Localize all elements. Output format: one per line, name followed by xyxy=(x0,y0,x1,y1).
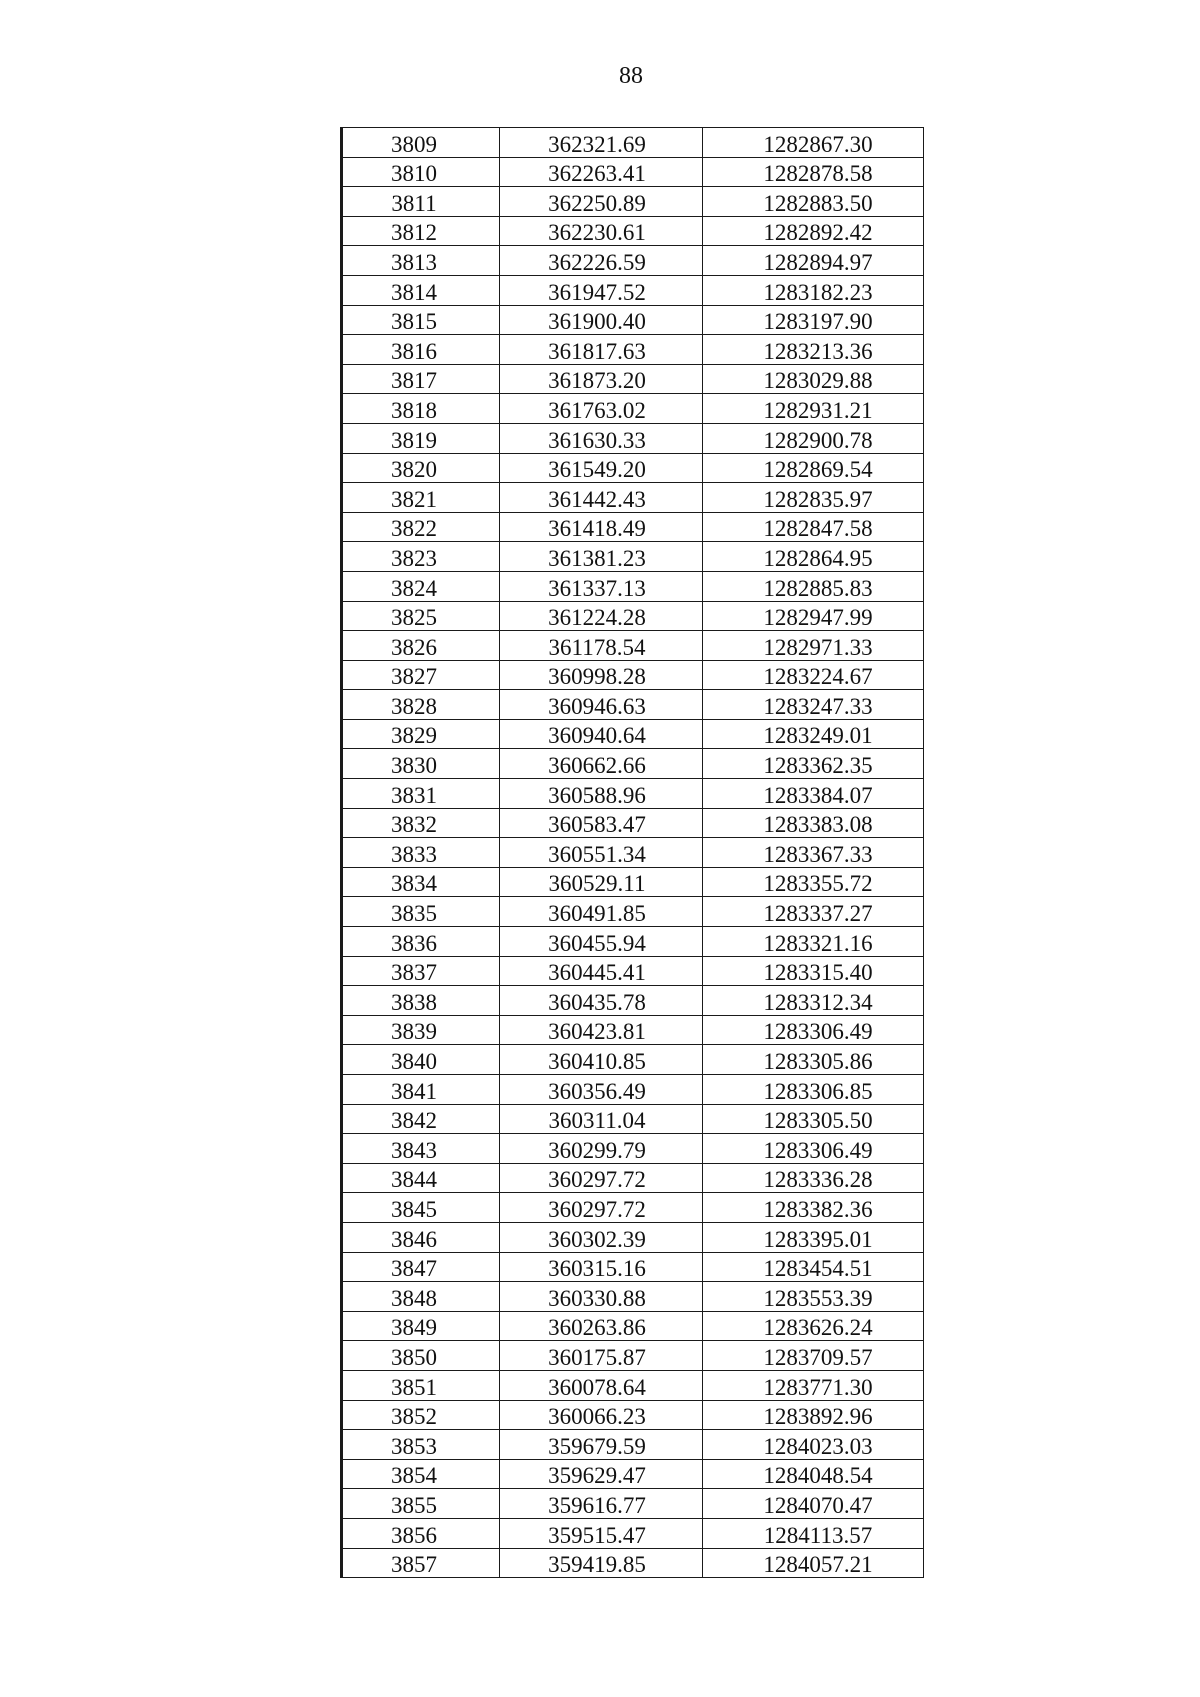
point-number-cell: 3831 xyxy=(342,779,500,809)
y-coordinate-cell: 1282835.97 xyxy=(703,483,924,513)
y-coordinate-cell: 1282947.99 xyxy=(703,601,924,631)
y-coordinate-cell: 1283213.36 xyxy=(703,335,924,365)
y-coordinate-cell: 1283306.49 xyxy=(703,1134,924,1164)
table-row xyxy=(342,512,924,542)
point-number-cell: 3827 xyxy=(342,660,500,690)
point-number-cell: 3844 xyxy=(342,1163,500,1193)
table-row xyxy=(342,867,924,897)
point-number-cell: 3830 xyxy=(342,749,500,779)
point-number-cell: 3819 xyxy=(342,423,500,453)
y-coordinate-cell: 1283892.96 xyxy=(703,1400,924,1430)
point-number-cell: 3839 xyxy=(342,1015,500,1045)
table-row xyxy=(342,631,924,661)
y-coordinate-cell: 1284023.03 xyxy=(703,1430,924,1460)
point-number-cell: 3837 xyxy=(342,956,500,986)
coordinates-table xyxy=(340,127,924,1578)
table-row xyxy=(342,956,924,986)
x-coordinate-cell: 362321.69 xyxy=(500,128,703,158)
y-coordinate-cell: 1283382.36 xyxy=(703,1193,924,1223)
table-row xyxy=(342,453,924,483)
point-number-cell: 3810 xyxy=(342,157,500,187)
y-coordinate-cell: 1283395.01 xyxy=(703,1222,924,1252)
point-number-cell: 3841 xyxy=(342,1075,500,1105)
point-number-cell: 3854 xyxy=(342,1459,500,1489)
point-number-cell: 3847 xyxy=(342,1252,500,1282)
y-coordinate-cell: 1283321.16 xyxy=(703,927,924,957)
table-row xyxy=(342,364,924,394)
x-coordinate-cell: 360330.88 xyxy=(500,1282,703,1312)
table-row xyxy=(342,1282,924,1312)
y-coordinate-cell: 1283305.86 xyxy=(703,1045,924,1075)
y-coordinate-cell: 1282885.83 xyxy=(703,571,924,601)
point-number-cell: 3809 xyxy=(342,128,500,158)
table-row xyxy=(342,1075,924,1105)
table-row xyxy=(342,216,924,246)
point-number-cell: 3826 xyxy=(342,631,500,661)
point-number-cell: 3840 xyxy=(342,1045,500,1075)
x-coordinate-cell: 360662.66 xyxy=(500,749,703,779)
table-row xyxy=(342,986,924,1016)
y-coordinate-cell: 1282971.33 xyxy=(703,631,924,661)
point-number-cell: 3829 xyxy=(342,719,500,749)
table-row xyxy=(342,394,924,424)
x-coordinate-cell: 360315.16 xyxy=(500,1252,703,1282)
point-number-cell: 3842 xyxy=(342,1104,500,1134)
point-number-cell: 3856 xyxy=(342,1518,500,1548)
table-row xyxy=(342,187,924,217)
point-number-cell: 3846 xyxy=(342,1222,500,1252)
table-row xyxy=(342,128,924,158)
y-coordinate-cell: 1282864.95 xyxy=(703,542,924,572)
x-coordinate-cell: 362230.61 xyxy=(500,216,703,246)
y-coordinate-cell: 1283315.40 xyxy=(703,956,924,986)
point-number-cell: 3838 xyxy=(342,986,500,1016)
table-row xyxy=(342,779,924,809)
x-coordinate-cell: 362263.41 xyxy=(500,157,703,187)
point-number-cell: 3828 xyxy=(342,690,500,720)
x-coordinate-cell: 360423.81 xyxy=(500,1015,703,1045)
y-coordinate-cell: 1282867.30 xyxy=(703,128,924,158)
y-coordinate-cell: 1282847.58 xyxy=(703,512,924,542)
y-coordinate-cell: 1283306.85 xyxy=(703,1075,924,1105)
point-number-cell: 3853 xyxy=(342,1430,500,1460)
point-number-cell: 3811 xyxy=(342,187,500,217)
y-coordinate-cell: 1283312.34 xyxy=(703,986,924,1016)
table-row xyxy=(342,897,924,927)
x-coordinate-cell: 361337.13 xyxy=(500,571,703,601)
point-number-cell: 3817 xyxy=(342,364,500,394)
x-coordinate-cell: 360588.96 xyxy=(500,779,703,809)
x-coordinate-cell: 360066.23 xyxy=(500,1400,703,1430)
y-coordinate-cell: 1283247.33 xyxy=(703,690,924,720)
y-coordinate-cell: 1283224.67 xyxy=(703,660,924,690)
x-coordinate-cell: 361817.63 xyxy=(500,335,703,365)
page-number: 88 xyxy=(619,63,643,89)
x-coordinate-cell: 360299.79 xyxy=(500,1134,703,1164)
x-coordinate-cell: 360078.64 xyxy=(500,1370,703,1400)
table-row xyxy=(342,1104,924,1134)
y-coordinate-cell: 1282878.58 xyxy=(703,157,924,187)
x-coordinate-cell: 361442.43 xyxy=(500,483,703,513)
table-row xyxy=(342,1252,924,1282)
x-coordinate-cell: 360311.04 xyxy=(500,1104,703,1134)
point-number-cell: 3850 xyxy=(342,1341,500,1371)
x-coordinate-cell: 360491.85 xyxy=(500,897,703,927)
y-coordinate-cell: 1283337.27 xyxy=(703,897,924,927)
point-number-cell: 3824 xyxy=(342,571,500,601)
point-number-cell: 3814 xyxy=(342,275,500,305)
x-coordinate-cell: 360356.49 xyxy=(500,1075,703,1105)
x-coordinate-cell: 360263.86 xyxy=(500,1311,703,1341)
point-number-cell: 3832 xyxy=(342,808,500,838)
x-coordinate-cell: 360297.72 xyxy=(500,1163,703,1193)
table-row xyxy=(342,157,924,187)
y-coordinate-cell: 1284070.47 xyxy=(703,1489,924,1519)
table-row xyxy=(342,808,924,838)
coordinates-table-body xyxy=(342,128,924,1578)
table-row xyxy=(342,1045,924,1075)
x-coordinate-cell: 360946.63 xyxy=(500,690,703,720)
x-coordinate-cell: 361418.49 xyxy=(500,512,703,542)
x-coordinate-cell: 361381.23 xyxy=(500,542,703,572)
point-number-cell: 3843 xyxy=(342,1134,500,1164)
table-row xyxy=(342,1489,924,1519)
table-row xyxy=(342,1518,924,1548)
x-coordinate-cell: 360175.87 xyxy=(500,1341,703,1371)
x-coordinate-cell: 359616.77 xyxy=(500,1489,703,1519)
table-row xyxy=(342,1015,924,1045)
table-row xyxy=(342,246,924,276)
table-row xyxy=(342,1459,924,1489)
table-row xyxy=(342,1548,924,1578)
table-row xyxy=(342,1400,924,1430)
y-coordinate-cell: 1282892.42 xyxy=(703,216,924,246)
point-number-cell: 3820 xyxy=(342,453,500,483)
point-number-cell: 3848 xyxy=(342,1282,500,1312)
y-coordinate-cell: 1283306.49 xyxy=(703,1015,924,1045)
y-coordinate-cell: 1284057.21 xyxy=(703,1548,924,1578)
x-coordinate-cell: 359629.47 xyxy=(500,1459,703,1489)
y-coordinate-cell: 1284048.54 xyxy=(703,1459,924,1489)
x-coordinate-cell: 361549.20 xyxy=(500,453,703,483)
point-number-cell: 3845 xyxy=(342,1193,500,1223)
point-number-cell: 3816 xyxy=(342,335,500,365)
x-coordinate-cell: 359679.59 xyxy=(500,1430,703,1460)
table-row xyxy=(342,927,924,957)
table-row xyxy=(342,838,924,868)
y-coordinate-cell: 1283383.08 xyxy=(703,808,924,838)
y-coordinate-cell: 1283367.33 xyxy=(703,838,924,868)
y-coordinate-cell: 1284113.57 xyxy=(703,1518,924,1548)
table-row xyxy=(342,1430,924,1460)
point-number-cell: 3825 xyxy=(342,601,500,631)
point-number-cell: 3857 xyxy=(342,1548,500,1578)
point-number-cell: 3851 xyxy=(342,1370,500,1400)
table-row xyxy=(342,1163,924,1193)
table-row xyxy=(342,1222,924,1252)
table-row xyxy=(342,335,924,365)
point-number-cell: 3821 xyxy=(342,483,500,513)
y-coordinate-cell: 1283336.28 xyxy=(703,1163,924,1193)
x-coordinate-cell: 362250.89 xyxy=(500,187,703,217)
y-coordinate-cell: 1282900.78 xyxy=(703,423,924,453)
table-row xyxy=(342,1311,924,1341)
x-coordinate-cell: 360302.39 xyxy=(500,1222,703,1252)
x-coordinate-cell: 360435.78 xyxy=(500,986,703,1016)
point-number-cell: 3815 xyxy=(342,305,500,335)
x-coordinate-cell: 359515.47 xyxy=(500,1518,703,1548)
x-coordinate-cell: 360551.34 xyxy=(500,838,703,868)
y-coordinate-cell: 1283305.50 xyxy=(703,1104,924,1134)
point-number-cell: 3836 xyxy=(342,927,500,957)
point-number-cell: 3833 xyxy=(342,838,500,868)
y-coordinate-cell: 1283197.90 xyxy=(703,305,924,335)
table-row xyxy=(342,1134,924,1164)
point-number-cell: 3818 xyxy=(342,394,500,424)
y-coordinate-cell: 1283771.30 xyxy=(703,1370,924,1400)
table-row xyxy=(342,1341,924,1371)
table-row xyxy=(342,749,924,779)
table-row xyxy=(342,690,924,720)
y-coordinate-cell: 1283029.88 xyxy=(703,364,924,394)
point-number-cell: 3812 xyxy=(342,216,500,246)
point-number-cell: 3852 xyxy=(342,1400,500,1430)
x-coordinate-cell: 361630.33 xyxy=(500,423,703,453)
point-number-cell: 3834 xyxy=(342,867,500,897)
point-number-cell: 3849 xyxy=(342,1311,500,1341)
y-coordinate-cell: 1282894.97 xyxy=(703,246,924,276)
x-coordinate-cell: 361900.40 xyxy=(500,305,703,335)
x-coordinate-cell: 360445.41 xyxy=(500,956,703,986)
table-row xyxy=(342,275,924,305)
y-coordinate-cell: 1282869.54 xyxy=(703,453,924,483)
y-coordinate-cell: 1282931.21 xyxy=(703,394,924,424)
table-row xyxy=(342,1193,924,1223)
table-row xyxy=(342,719,924,749)
point-number-cell: 3822 xyxy=(342,512,500,542)
x-coordinate-cell: 361178.54 xyxy=(500,631,703,661)
table-row xyxy=(342,423,924,453)
table-row xyxy=(342,305,924,335)
y-coordinate-cell: 1283553.39 xyxy=(703,1282,924,1312)
x-coordinate-cell: 360410.85 xyxy=(500,1045,703,1075)
y-coordinate-cell: 1283626.24 xyxy=(703,1311,924,1341)
x-coordinate-cell: 361763.02 xyxy=(500,394,703,424)
table-row xyxy=(342,660,924,690)
x-coordinate-cell: 362226.59 xyxy=(500,246,703,276)
x-coordinate-cell: 361947.52 xyxy=(500,275,703,305)
x-coordinate-cell: 360455.94 xyxy=(500,927,703,957)
table-row xyxy=(342,601,924,631)
point-number-cell: 3855 xyxy=(342,1489,500,1519)
y-coordinate-cell: 1283355.72 xyxy=(703,867,924,897)
point-number-cell: 3823 xyxy=(342,542,500,572)
point-number-cell: 3835 xyxy=(342,897,500,927)
x-coordinate-cell: 360297.72 xyxy=(500,1193,703,1223)
x-coordinate-cell: 361224.28 xyxy=(500,601,703,631)
point-number-cell: 3813 xyxy=(342,246,500,276)
y-coordinate-cell: 1283384.07 xyxy=(703,779,924,809)
x-coordinate-cell: 360998.28 xyxy=(500,660,703,690)
y-coordinate-cell: 1283709.57 xyxy=(703,1341,924,1371)
table-row xyxy=(342,542,924,572)
y-coordinate-cell: 1282883.50 xyxy=(703,187,924,217)
y-coordinate-cell: 1283362.35 xyxy=(703,749,924,779)
x-coordinate-cell: 360940.64 xyxy=(500,719,703,749)
x-coordinate-cell: 359419.85 xyxy=(500,1548,703,1578)
x-coordinate-cell: 360583.47 xyxy=(500,808,703,838)
x-coordinate-cell: 360529.11 xyxy=(500,867,703,897)
x-coordinate-cell: 361873.20 xyxy=(500,364,703,394)
y-coordinate-cell: 1283454.51 xyxy=(703,1252,924,1282)
table-row xyxy=(342,571,924,601)
table-row xyxy=(342,1370,924,1400)
table-row xyxy=(342,483,924,513)
y-coordinate-cell: 1283249.01 xyxy=(703,719,924,749)
y-coordinate-cell: 1283182.23 xyxy=(703,275,924,305)
